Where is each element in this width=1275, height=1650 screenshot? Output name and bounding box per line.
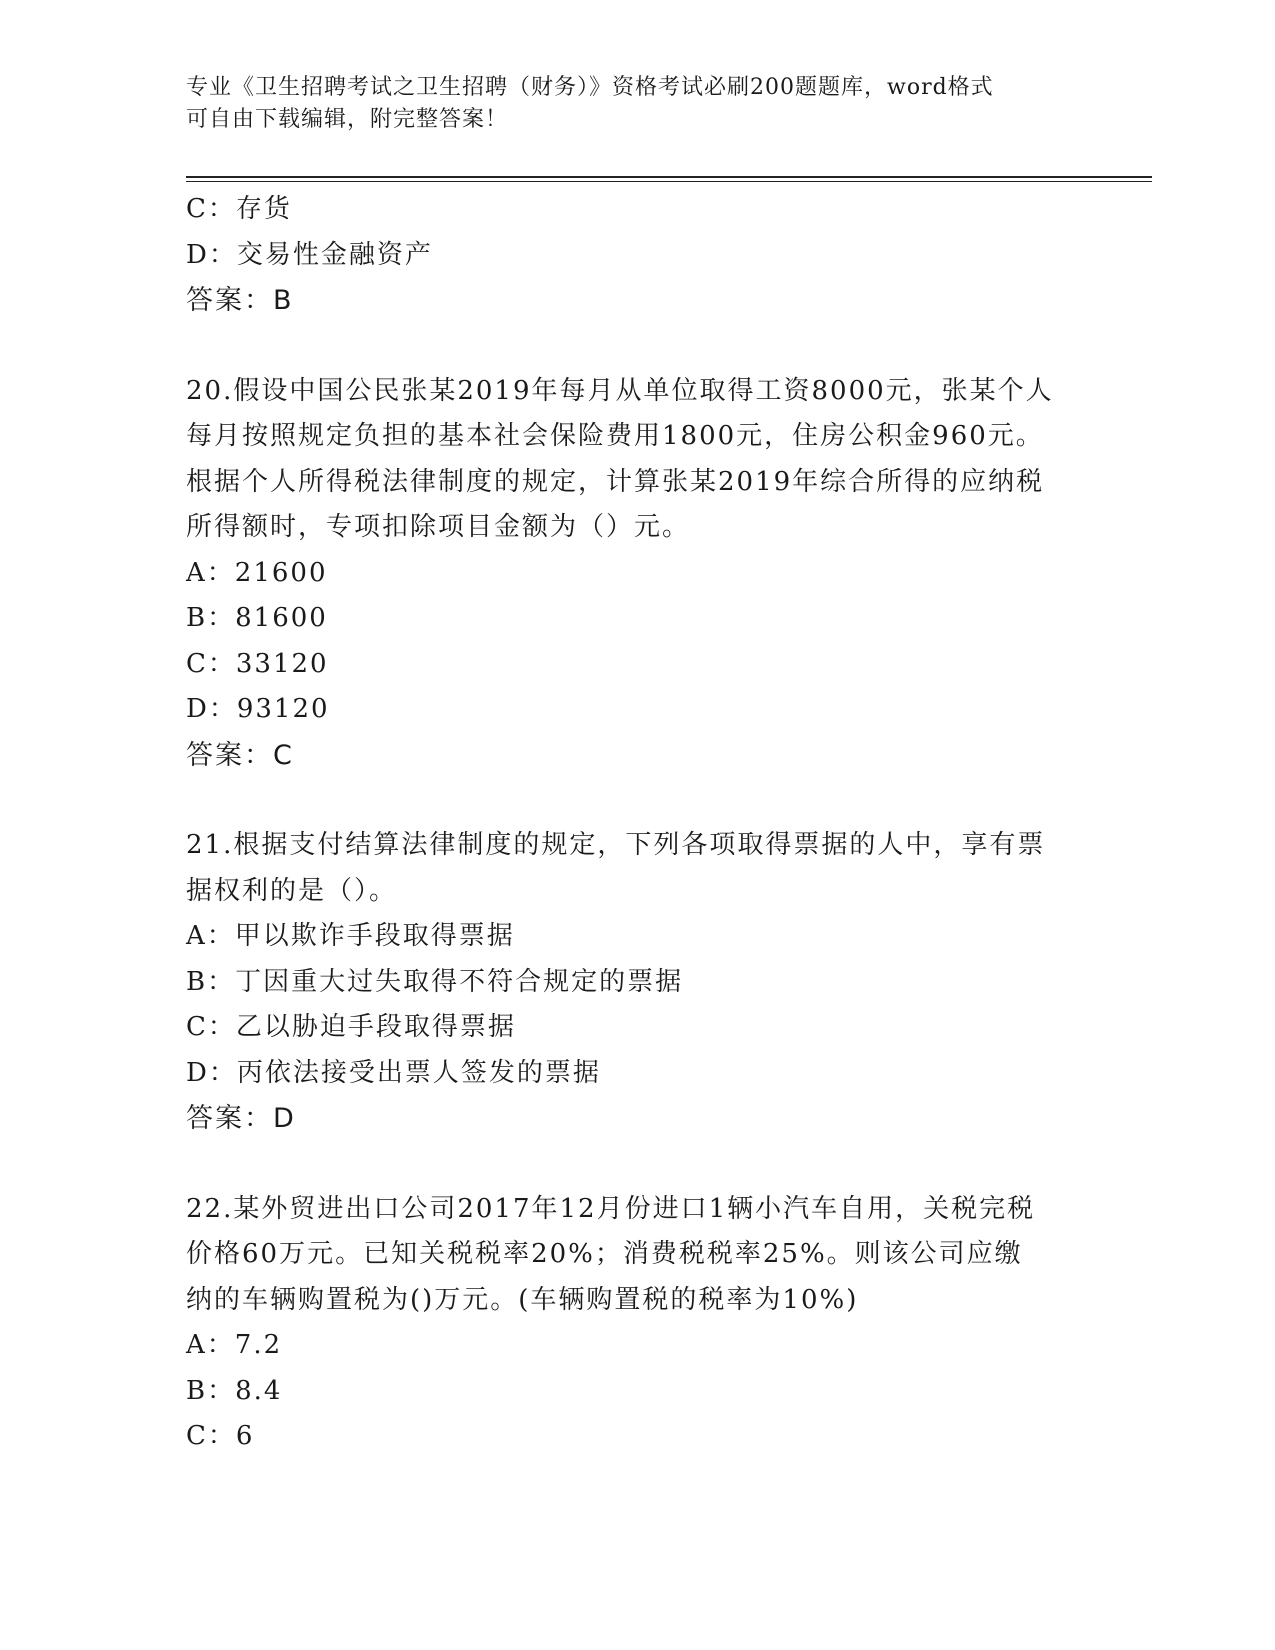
header-title-line-1: 专业《卫生招聘考试之卫生招聘（财务）》资格考试必刷200题题库，word格式 — [186, 75, 994, 100]
option-a: A：21600 — [186, 557, 328, 588]
question-20 — [186, 369, 1086, 779]
option-c: C：存货 — [186, 194, 292, 224]
question-text-line: 价格60万元。已知关税税率20%；消费税税率25%。则该公司应缴 — [186, 1239, 1023, 1269]
question-text-line: 21.根据支付结算法律制度的规定，下列各项取得票据的人中，享有票 — [186, 830, 1046, 860]
header-divider-thick — [186, 176, 1152, 178]
spacer — [186, 1142, 1086, 1187]
option-c: C：乙以胁迫手段取得票据 — [186, 1012, 516, 1042]
document-header — [186, 72, 1076, 136]
option-a: A：7.2 — [186, 1330, 283, 1360]
question-text-line: 据权利的是（）。 — [186, 875, 398, 906]
option-b: B：丁因重大过失取得不符合规定的票据 — [186, 966, 684, 997]
option-d: D：丙依法接受出票人签发的票据 — [186, 1057, 601, 1088]
header-title-line-2: 可自由下载编辑，附完整答案！ — [186, 107, 509, 132]
question-text-line: 根据个人所得税法律制度的规定，计算张某2019年综合所得的应纳税 — [186, 466, 1045, 497]
spacer — [186, 324, 1086, 369]
answer-line: 答案：D — [186, 1103, 296, 1134]
option-d: D：交易性金融资产 — [186, 239, 433, 270]
question-text-line: 20.假设中国公民张某2019年每月从单位取得工资8000元，张某个人 — [186, 375, 1054, 406]
answer-line: 答案：B — [186, 285, 294, 316]
option-d: D：93120 — [186, 694, 330, 724]
option-c: C：33120 — [186, 648, 329, 679]
option-b: B：8.4 — [186, 1375, 283, 1406]
question-19-tail — [186, 187, 1086, 324]
option-c: C：6 — [186, 1421, 255, 1451]
spacer — [186, 778, 1086, 823]
question-text-line: 纳的车辆购置税为()万元。(车辆购置税的税率为10%) — [186, 1284, 859, 1315]
option-a: A：甲以欺诈手段取得票据 — [186, 921, 515, 951]
question-text-line: 22.某外贸进出口公司2017年12月份进口1辆小汽车自用，关税完税 — [186, 1193, 1036, 1224]
question-text-line: 所得额时，专项扣除项目金额为（）元。 — [186, 512, 691, 542]
document-body — [186, 187, 1086, 1460]
question-text-line: 每月按照规定负担的基本社会保险费用1800元，住房公积金960元。 — [186, 421, 1044, 451]
header-divider-thin — [186, 181, 1152, 182]
question-21 — [186, 823, 1086, 1142]
question-22 — [186, 1187, 1086, 1460]
answer-line: 答案：C — [186, 739, 294, 771]
option-b: B：81600 — [186, 603, 328, 633]
